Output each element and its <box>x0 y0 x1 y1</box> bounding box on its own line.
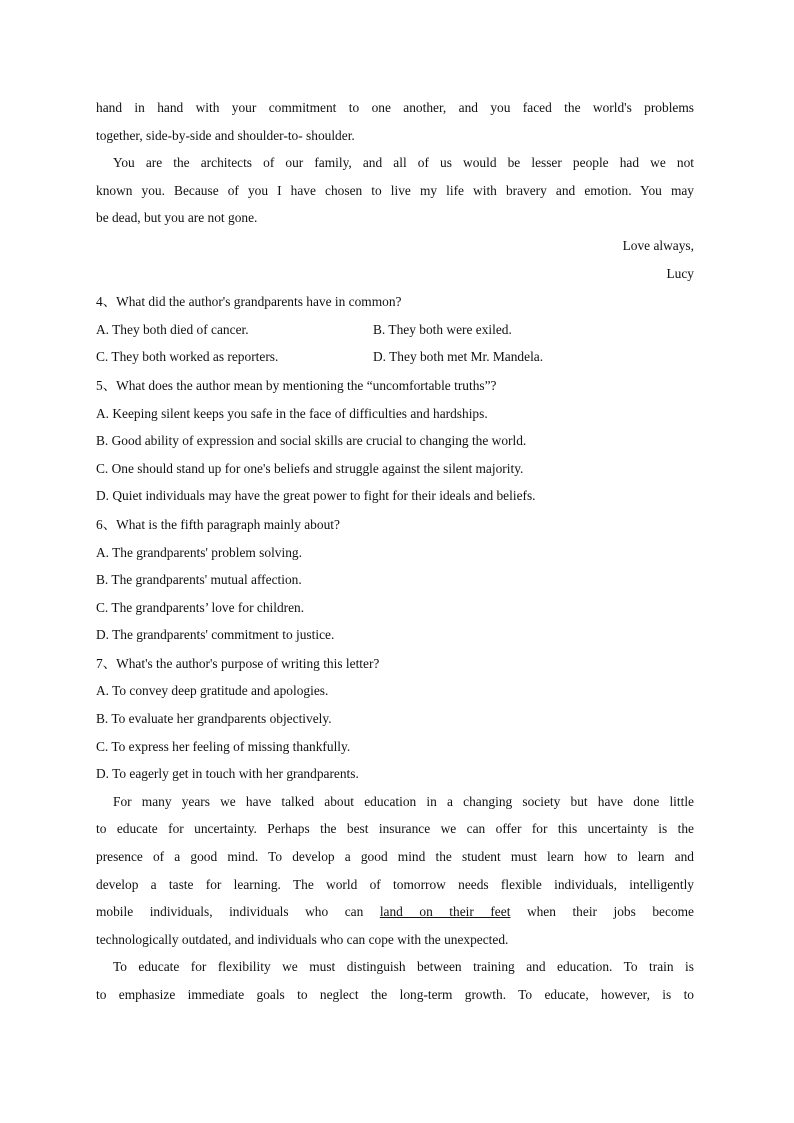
passage-line: For many years we have talked about education in a changing society but have done little <box>113 793 694 809</box>
letter-closing: Love always, <box>622 237 694 253</box>
passage-text: mobile individuals, individuals who can <box>96 904 380 920</box>
question-5-stem: 5、What does the author mean by mentioning the “uncomfortable truths”? <box>96 377 497 393</box>
passage-line: technologically outdated, and individuals who can cope with the unexpected. <box>96 931 509 947</box>
question-6-stem: 6、What is the fifth paragraph mainly about? <box>96 516 340 532</box>
passage-line: develop a taste for learning. The world of tomorrow needs flexible individuals, intelligently <box>96 876 694 892</box>
passage-line <box>96 898 694 926</box>
underlined-phrase: land on their feet <box>379 904 511 920</box>
question-6-option-c: C. The grandparents’ love for children. <box>96 599 305 615</box>
question-7-stem: 7、What's the author's purpose of writing this letter? <box>96 655 380 671</box>
passage-line: to emphasize immediate goals to neglect the long-term growth. To educate, however, is to <box>96 987 694 1002</box>
letter-line: together, side-by-side and shoulder-to- shoulder. <box>96 127 355 143</box>
question-4-option-c: C. They both worked as reporters. <box>96 349 279 365</box>
question-5-option-c: C. One should stand up for one's beliefs and struggle against the silent majority. <box>96 460 524 476</box>
question-7-option-d: D. To eagerly get in touch with her grandparents. <box>96 766 359 782</box>
letter-line: known you. Because of you I have chosen to live my life with bravery and emotion. You may <box>96 182 694 198</box>
question-5-option-d: D. Quiet individuals may have the great power to fight for their ideals and beliefs. <box>96 488 536 504</box>
passage-line: presence of a good mind. To develop a good mind the student must learn how to learn and <box>96 849 694 865</box>
passage-text: when their jobs become <box>510 904 694 920</box>
question-4-option-d: D. They both met Mr. Mandela. <box>373 349 544 365</box>
question-4-option-a: A. They both died of cancer. <box>96 321 249 337</box>
question-5-option-a: A. Keeping silent keeps you safe in the face of difficulties and hardships. <box>96 405 488 421</box>
passage-line: To educate for flexibility we must distinguish between training and education. To train is <box>113 959 694 975</box>
question-4-option-b: B. They both were exiled. <box>373 321 512 337</box>
question-7-option-b: B. To evaluate her grandparents objectively. <box>96 711 332 727</box>
question-6-option-a: A. The grandparents' problem solving. <box>96 544 302 560</box>
question-7-option-a: A. To convey deep gratitude and apologies. <box>96 683 329 699</box>
question-7-option-c: C. To express her feeling of missing thankfully. <box>96 738 351 754</box>
question-6-option-b: B. The grandparents' mutual affection. <box>96 572 302 588</box>
document-body <box>96 94 694 1009</box>
letter-line: hand in hand with your commitment to one another, and you faced the world's problems <box>96 100 694 115</box>
letter-signature: Lucy <box>666 265 694 281</box>
letter-line: be dead, but you are not gone. <box>96 210 258 226</box>
letter-line: You are the architects of our family, and all of us would be lesser people had we not <box>113 155 694 171</box>
passage-line: to educate for uncertainty. Perhaps the best insurance we can offer for this uncertainty is the <box>96 821 694 837</box>
question-6-option-d: D. The grandparents' commitment to justice. <box>96 627 335 643</box>
question-4-options-row <box>96 343 694 371</box>
question-4-stem: 4、What did the author's grandparents have in common? <box>96 294 402 310</box>
question-4-options-row <box>96 316 694 344</box>
question-5-option-b: B. Good ability of expression and social skills are crucial to changing the world. <box>96 433 527 449</box>
